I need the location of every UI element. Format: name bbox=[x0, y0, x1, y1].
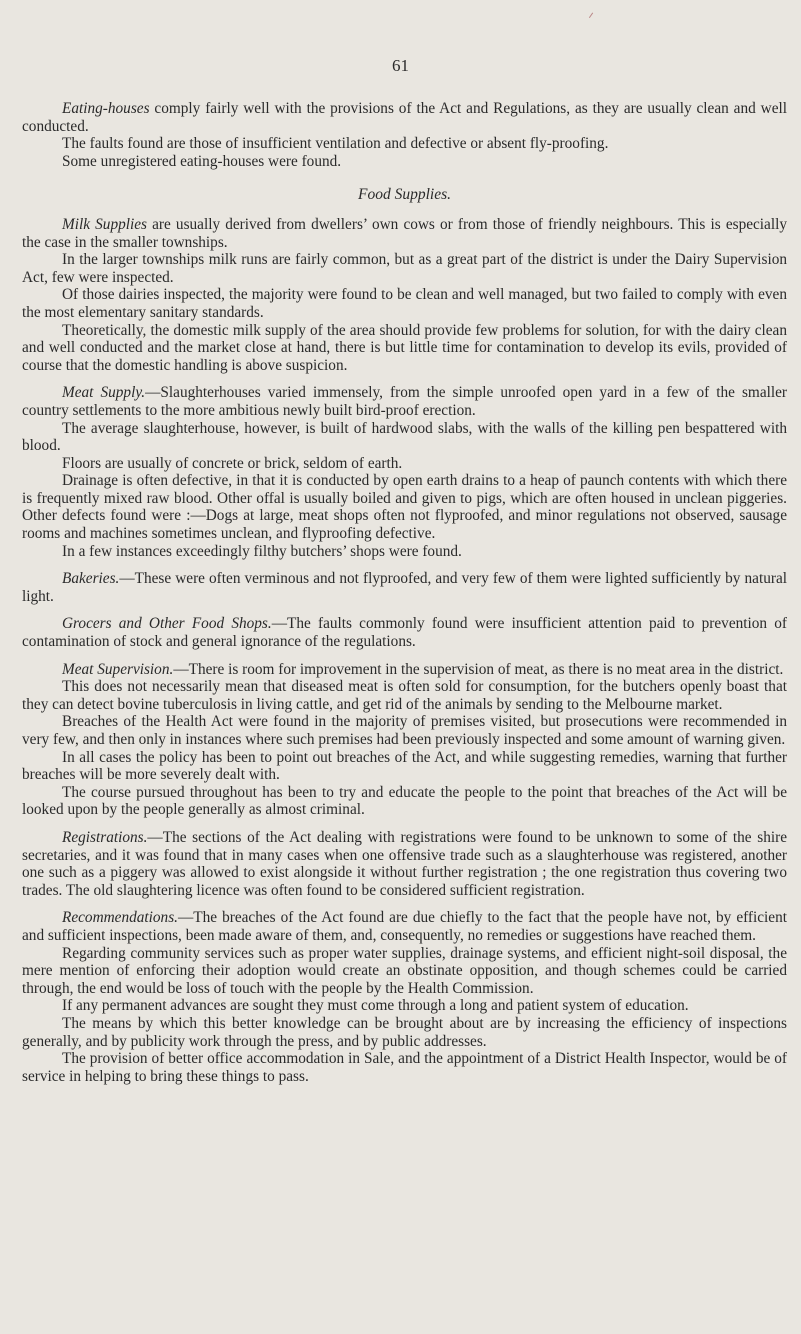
paragraph-text: comply fairly well with the provisions of the Act and Regulations, as they are usually clean and well conducted. bbox=[22, 100, 787, 135]
paragraph bbox=[22, 661, 787, 679]
paragraph-text: —The breaches of the Act found are due chiefly to the fact that the people have not, by efficient and sufficient inspections, been made aware of them, and, consequently, no remedies or suggestions have reached them. bbox=[22, 909, 787, 944]
paragraph-lead: Registrations. bbox=[62, 828, 148, 846]
paragraph-text: —The sections of the Act dealing with registrations were found to be unknown to some of the shire secretaries, and it was found that in many cases when one offensive trade such as a slaughterhouse was registered, another one such as a piggery was allowed to exist alongside it without further registration ; the one registration thus covering two trades. The old slaughtering licence was often found to be considered sufficient registration. bbox=[22, 828, 787, 899]
paragraph-text: The faults found are those of insufficient ventilation and defective or absent fly-proofing. bbox=[62, 135, 609, 153]
paragraph bbox=[22, 286, 787, 321]
paragraph bbox=[22, 420, 787, 455]
paragraph-lead: Bakeries. bbox=[62, 570, 120, 588]
paragraph-text: In the larger townships milk runs are fairly common, but as a great part of the district is under the Dairy Supervision Act, few were inspected. bbox=[22, 251, 787, 286]
paragraph-text: The means by which this better knowledge can be brought about are by increasing the efficiency of inspections generally, and by publicity work through the press, and by public addresses. bbox=[22, 1014, 787, 1050]
section-heading: Food Supplies. bbox=[358, 186, 451, 204]
paragraph bbox=[22, 784, 787, 819]
paragraph-text: If any permanent advances are sought they must come through a long and patient system of education. bbox=[62, 997, 689, 1015]
paragraph bbox=[22, 1015, 787, 1050]
paragraph bbox=[22, 1050, 787, 1085]
paragraph-lead: Meat Supply. bbox=[62, 384, 146, 402]
paragraph bbox=[22, 829, 787, 899]
paragraph-lead: Milk Supplies bbox=[62, 215, 147, 233]
paragraph-text: —These were often verminous and not flyproofed, and very few of them were lighted sufficiently by natural light. bbox=[22, 570, 787, 605]
paragraph-text: Regarding community services such as proper water supplies, drainage systems, and efficient night-soil disposal, the mere mention of enforcing their adoption would create an obstinate opposition, and though schemes could be carried through, the end would be loss of touch with the people by the Health Commission. bbox=[22, 944, 787, 997]
paragraph-text: —The faults commonly found were insufficient attention paid to prevention of contamination of stock and general ignorance of the regulations. bbox=[22, 615, 788, 651]
paragraph bbox=[22, 455, 787, 473]
paragraph bbox=[22, 384, 787, 419]
paragraph bbox=[22, 678, 787, 713]
paragraph bbox=[22, 135, 787, 153]
paragraph-text: The provision of better office accommodation in Sale, and the appointment of a District Health Inspector, would be of service in helping to bring these things to pass. bbox=[22, 1050, 787, 1085]
paragraph bbox=[22, 570, 787, 605]
pencil-mark bbox=[589, 13, 598, 22]
paragraph-lead: Meat Supervision. bbox=[62, 660, 174, 678]
paragraph-text: Floors are usually of concrete or brick, seldom of earth. bbox=[62, 454, 403, 472]
paragraph-text: Of those dairies inspected, the majority were found to be clean and well managed, but two failed to comply with even the most elementary sanitary standards. bbox=[22, 286, 787, 321]
paragraph-text: —There is room for improvement in the supervision of meat, as there is no meat area in the district. bbox=[173, 660, 784, 678]
paragraph bbox=[22, 909, 787, 944]
paragraph-text: In a few instances exceedingly filthy butchers’ shops were found. bbox=[62, 542, 462, 560]
paragraph-text: Breaches of the Health Act were found in the majority of premises visited, but prosecutions were recommended in very few, and then only in instances where such premises had been previously inspected and some amount of warning given. bbox=[22, 713, 787, 748]
page-number: 61 bbox=[392, 56, 409, 75]
paragraph bbox=[22, 100, 787, 135]
paragraph-text: In all cases the policy has been to point out breaches of the Act, and while suggesting remedies, warning that further breaches will be more severely dealt with. bbox=[22, 748, 787, 784]
paragraph bbox=[22, 153, 787, 171]
paragraph-text: Some unregistered eating-houses were found. bbox=[62, 152, 342, 170]
paragraph-text: are usually derived from dwellers’ own cows or from those of friendly neighbours. This is especially the case in the smaller townships. bbox=[22, 215, 787, 251]
paragraph bbox=[22, 997, 787, 1015]
paragraph bbox=[22, 472, 787, 542]
paragraph-lead: Recommendations. bbox=[62, 909, 178, 927]
paragraph bbox=[22, 945, 787, 998]
paragraph bbox=[22, 322, 787, 375]
paragraph-text: Theoretically, the domestic milk supply of the area should provide few problems for solution, for with the dairy clean and well conducted and the market close at hand, there is but little time for contamination to develop its evils, provided of course that the domestic handling is above suspicion. bbox=[22, 321, 787, 374]
paragraph-text: Drainage is often defective, in that it is conducted by open earth drains to a heap of paunch contents with which there is frequently mixed raw blood. Other offal is usually boiled and given to pigs, which are often housed in unclean piggeries. Other defects found were :—Dogs at large, meat shops often not flyproofed, and minor regulations not observed, sausage rooms and machines sometimes unclean, and flyproofing defective. bbox=[22, 472, 787, 543]
paragraph bbox=[22, 216, 787, 251]
paragraph bbox=[22, 713, 787, 748]
paragraph bbox=[22, 749, 787, 784]
paragraph bbox=[22, 615, 787, 650]
paragraph-text: The course pursued throughout has been to try and educate the people to the point that breaches of the Act will be looked upon by the people generally as almost criminal. bbox=[22, 783, 787, 819]
paragraph bbox=[22, 251, 787, 286]
paragraph-lead: Eating-houses bbox=[62, 100, 150, 117]
paragraph-lead: Grocers and Other Food Shops. bbox=[62, 615, 272, 633]
paragraph-text: This does not necessarily mean that diseased meat is often sold for consumption, for the butchers openly boast that they can detect bovine tuberculosis in living cattle, and get rid of the animals by sending to the Melbourne market. bbox=[22, 678, 787, 713]
paragraph bbox=[22, 543, 787, 561]
document-body bbox=[22, 100, 787, 1085]
paragraph-text: The average slaughterhouse, however, is built of hardwood slabs, with the walls of the killing pen bespattered with blood. bbox=[22, 419, 787, 455]
paragraph-text: —Slaughterhouses varied immensely, from the simple unroofed open yard in a few of the smaller country settlements to the more ambitious newly built bird-proof erection. bbox=[22, 384, 788, 419]
